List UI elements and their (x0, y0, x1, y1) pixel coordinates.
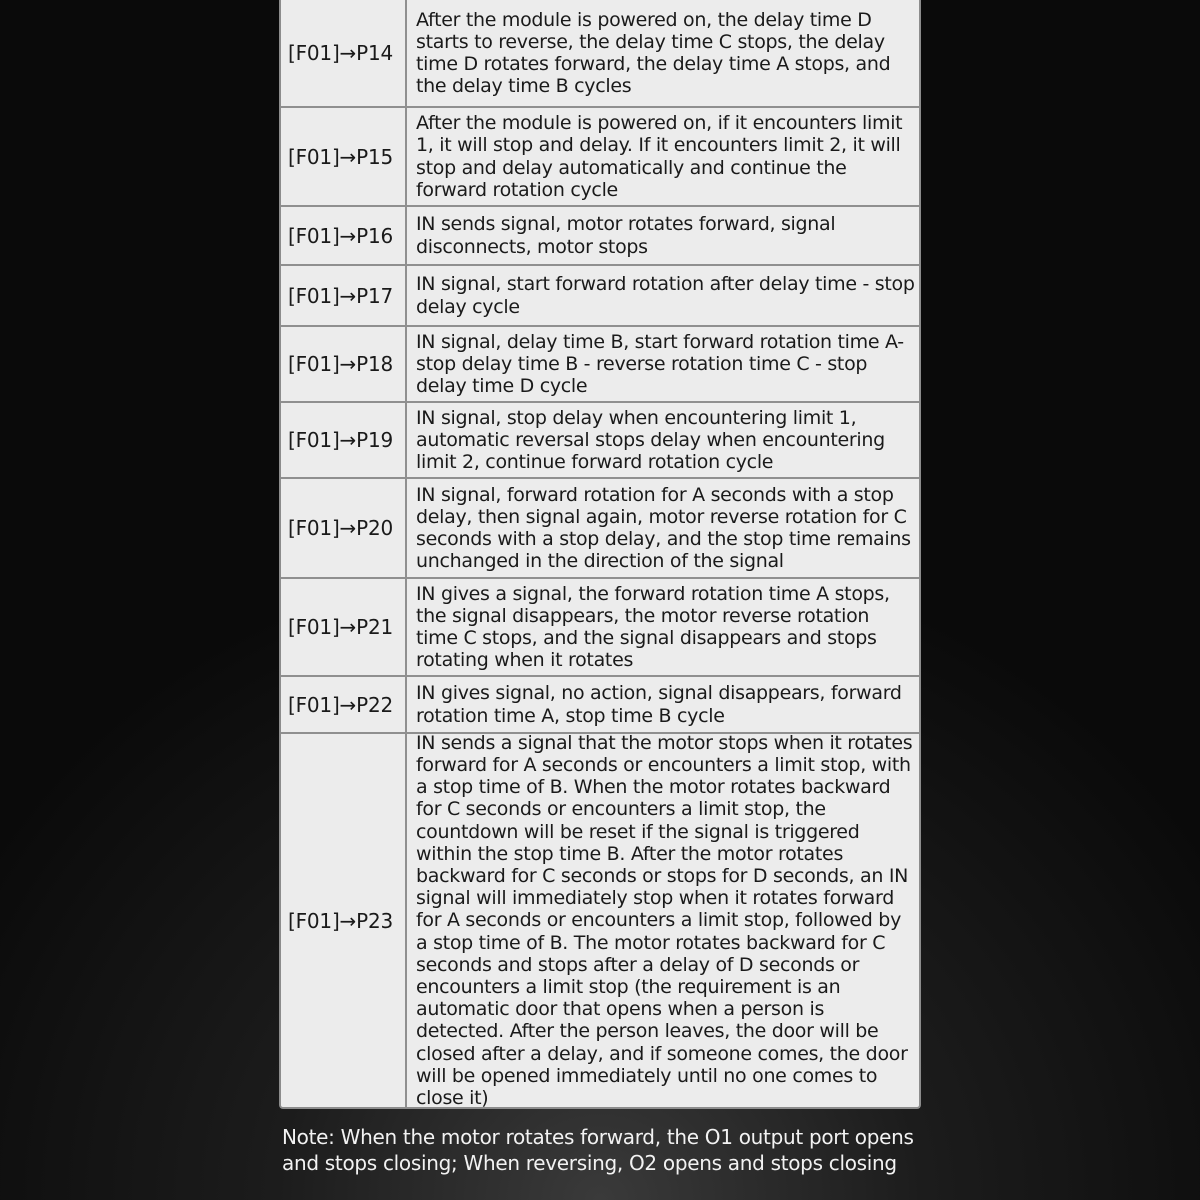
table-row (281, 0, 919, 106)
mode-description: After the module is powered on, if it encounters limit 1, it will stop and delay. If it encounters limit 2, it will stop and delay automatically and continue the forward rotation cycle (416, 112, 903, 201)
mode-description: IN gives a signal, the forward rotation time A stops, the signal disappears, the motor reverse rotation time C stops, and the signal disappears and stops rotating when it rotates (416, 582, 890, 672)
mode-code: [F01]→P23 (281, 734, 407, 1107)
table-row (281, 675, 919, 732)
mode-code: [F01]→P16 (281, 207, 407, 264)
mode-description: IN sends a signal that the motor stops when it rotates forward for A seconds or encounters a limit stop, with a stop time of B. When the motor rotates backward for C seconds or encounters a limit stop, the countdown will be reset if the signal is triggered within the stop time B. After the motor rotates backward for C seconds or stops for D seconds, an IN signal will immediately stop when it rotates forward for A seconds or encounters a limit stop, followed by a stop time of B. The motor rotates backward for C seconds and stops after a delay of D seconds or encounters a limit stop (the requirement is an automatic door that opens when a person is detected. After the person leaves, the door will be closed after a delay, and if someone comes, the door will be opened immediately until no one comes to close it) (416, 731, 913, 1110)
table-row (281, 477, 919, 577)
mode-table (279, 0, 921, 1109)
mode-description: After the module is powered on, the delay time D starts to reverse, the delay time C stops, the delay time D rotates forward, the delay time A stops, and the delay time B cycles (416, 8, 891, 98)
mode-description: IN signal, forward rotation for A seconds with a stop delay, then signal again, motor reverse rotation for C seconds with a stop delay, and the stop time remains unchanged in the direction of the signal (416, 483, 911, 573)
table-row (281, 325, 919, 401)
mode-description: IN signal, stop delay when encountering limit 1, automatic reversal stops delay when encountering limit 2, continue forward rotation cycle (416, 406, 885, 474)
mode-description: IN signal, start forward rotation after delay time - stop delay cycle (416, 273, 915, 318)
mode-code: [F01]→P19 (281, 403, 407, 477)
mode-description: IN sends signal, motor rotates forward, signal disconnects, motor stops (416, 213, 836, 258)
table-row (281, 401, 919, 477)
table-row (281, 731, 919, 1110)
mode-description: IN gives signal, no action, signal disappears, forward rotation time A, stop time B cycle (416, 682, 902, 727)
mode-description: IN signal, delay time B, start forward rotation time A- stop delay time B - reverse rotation time C - stop delay time D cycle (416, 330, 904, 398)
footer-note: Note: When the motor rotates forward, the O1 output port opens and stops closing; When reversing, O2 opens and stops closing (282, 1125, 914, 1175)
table-row (281, 577, 919, 675)
mode-code: [F01]→P18 (281, 327, 407, 401)
table-row (281, 264, 919, 325)
mode-code: [F01]→P17 (281, 266, 407, 325)
mode-code: [F01]→P22 (281, 677, 407, 732)
mode-code: [F01]→P21 (281, 579, 407, 675)
mode-code: [F01]→P15 (281, 108, 407, 205)
mode-code: [F01]→P20 (281, 479, 407, 577)
mode-code: [F01]→P14 (281, 0, 407, 106)
table-row (281, 106, 919, 205)
table-row (281, 205, 919, 264)
